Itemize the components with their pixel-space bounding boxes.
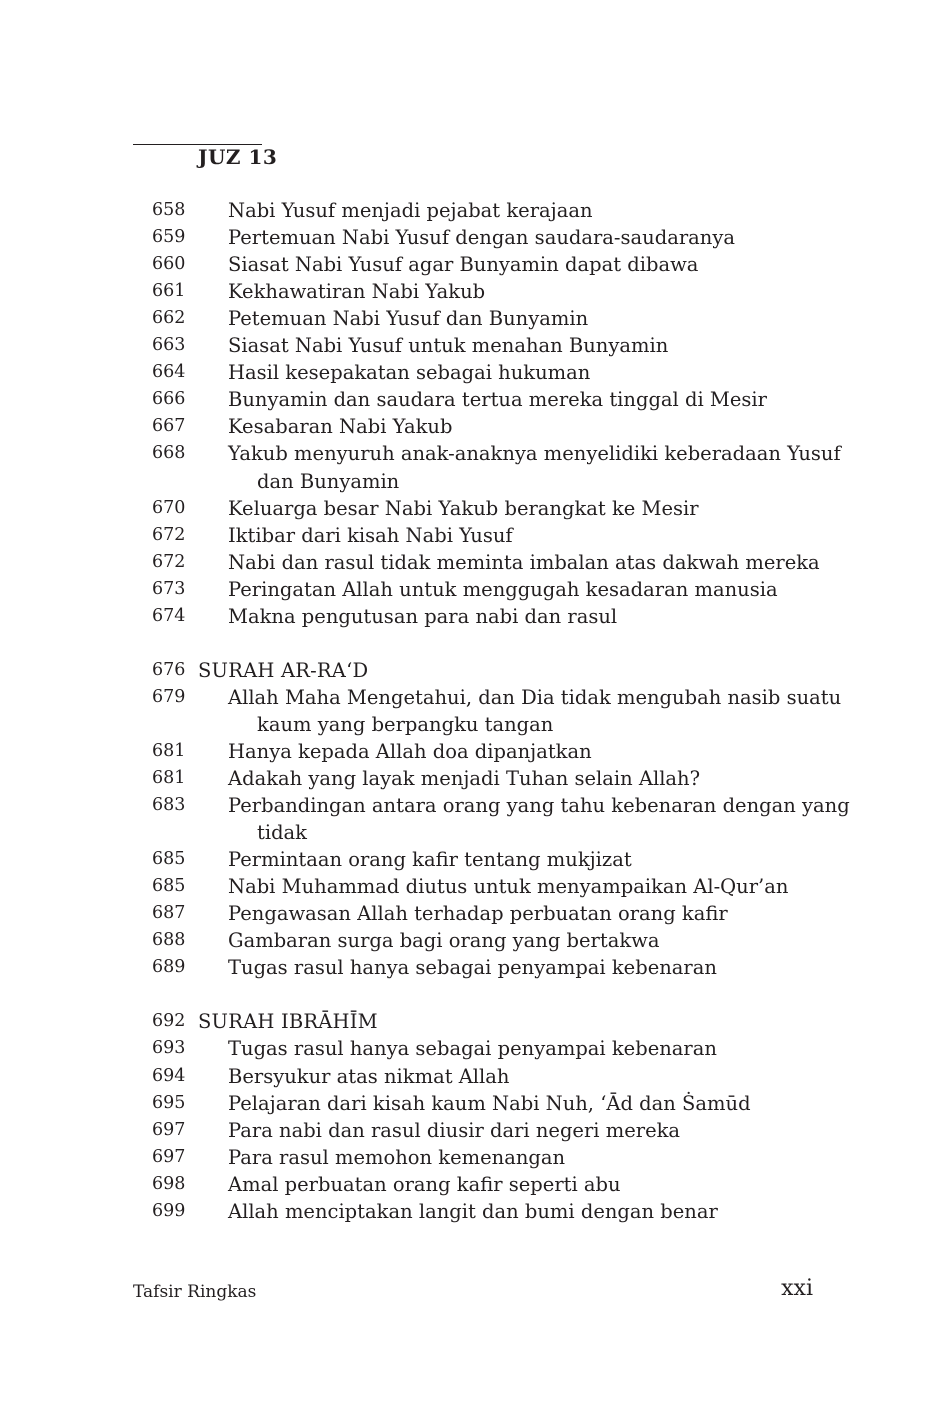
juz-heading: JUZ 13 xyxy=(198,145,278,169)
toc-entry xyxy=(0,1144,946,1171)
entry-title-continuation: tidak xyxy=(257,821,307,845)
entry-page-number: 695 xyxy=(152,1092,186,1113)
entry-title: Bersyukur atas nikmat Allah xyxy=(228,1064,510,1088)
entry-page-number: 667 xyxy=(152,416,186,437)
entry-title: Para rasul memohon kemenangan xyxy=(228,1145,566,1169)
entry-page-number: 659 xyxy=(152,227,186,248)
entry-title: Nabi dan rasul tidak meminta imbalan atas dakwah mereka xyxy=(228,550,820,574)
entry-title: Peringatan Allah untuk menggugah kesadaran manusia xyxy=(228,577,778,601)
toc-entry xyxy=(0,576,946,603)
entry-title-continuation: dan Bunyamin xyxy=(257,469,400,493)
entry-title-continuation: kaum yang berpangku tangan xyxy=(257,712,554,736)
entry-page-number: 692 xyxy=(152,1011,186,1032)
entry-page-number: 694 xyxy=(152,1065,186,1086)
entry-page-number: 681 xyxy=(152,740,186,761)
toc-entry xyxy=(0,765,946,792)
entry-page-number: 687 xyxy=(152,903,186,924)
section-heading-row xyxy=(0,657,946,684)
entry-title: Hanya kepada Allah doa dipanjatkan xyxy=(228,739,592,763)
entry-page-number: 666 xyxy=(152,389,186,410)
entry-title: Makna pengutusan para nabi dan rasul xyxy=(228,604,618,628)
entry-title: Pelajaran dari kisah kaum Nabi Nuh, ‘Ād dan Ṡamūd xyxy=(228,1091,751,1115)
section-title: SURAH AR-RA‘D xyxy=(198,658,369,682)
entry-page-number: 672 xyxy=(152,551,186,572)
toc-entry xyxy=(0,522,946,549)
entry-title: Bunyamin dan saudara tertua mereka tinggal di Mesir xyxy=(228,388,767,412)
entry-title: Kesabaran Nabi Yakub xyxy=(228,415,453,439)
entry-page-number: 663 xyxy=(152,335,186,356)
entry-title: Pertemuan Nabi Yusuf dengan saudara-saudaranya xyxy=(228,226,735,250)
toc-entry xyxy=(0,549,946,576)
toc-entry xyxy=(0,846,946,873)
entry-page-number: 672 xyxy=(152,524,186,545)
entry-page-number: 697 xyxy=(152,1119,186,1140)
toc-entry xyxy=(0,684,946,711)
entry-title: Allah Maha Mengetahui, dan Dia tidak mengubah nasib suatu xyxy=(228,685,842,709)
section-heading-row xyxy=(0,1008,946,1035)
toc-entry xyxy=(0,251,946,278)
toc-entry xyxy=(0,792,946,819)
toc-entry xyxy=(0,224,946,251)
entry-page-number: 660 xyxy=(152,254,186,275)
entry-title: Nabi Yusuf menjadi pejabat kerajaan xyxy=(228,199,593,222)
toc-entry xyxy=(0,359,946,386)
footer-book-title: Tafsir Ringkas xyxy=(133,1282,257,1302)
footer-page-number: xxi xyxy=(781,1276,813,1301)
entry-page-number: 658 xyxy=(152,200,186,220)
toc-entry xyxy=(0,954,946,981)
entry-page-number: 674 xyxy=(152,605,186,626)
entry-page-number: 689 xyxy=(152,957,186,978)
entry-title: Siasat Nabi Yusuf agar Bunyamin dapat dibawa xyxy=(228,253,699,277)
entry-title: Permintaan orang kafir tentang mukjizat xyxy=(228,848,632,872)
entry-title: Tugas rasul hanya sebagai penyampai kebenaran xyxy=(228,1037,717,1061)
entry-page-number: 664 xyxy=(152,362,186,383)
toc-entry xyxy=(0,927,946,954)
entry-title: Allah menciptakan langit dan bumi dengan benar xyxy=(228,1199,718,1223)
entry-title: Tugas rasul hanya sebagai penyampai kebenaran xyxy=(228,956,717,980)
entry-page-number: 698 xyxy=(152,1173,186,1194)
entry-title: Nabi Muhammad diutus untuk menyampaikan Al-Qur’an xyxy=(228,875,789,899)
entry-title: Siasat Nabi Yusuf untuk menahan Bunyamin xyxy=(228,334,669,358)
section-title: SURAH IBRĀHĪM xyxy=(198,1010,378,1034)
toc-entry xyxy=(0,305,946,332)
toc-entry xyxy=(0,1063,946,1090)
entry-title: Perbandingan antara orang yang tahu kebenaran dengan yang xyxy=(228,794,850,818)
entry-page-number: 683 xyxy=(152,795,186,816)
toc-entry xyxy=(0,278,946,305)
entry-title: Iktibar dari kisah Nabi Yusuf xyxy=(228,523,513,547)
entry-page-number: 685 xyxy=(152,849,186,870)
entry-page-number: 688 xyxy=(152,930,186,951)
toc-entry xyxy=(0,603,946,630)
toc-entry xyxy=(0,495,946,522)
entry-page-number: 662 xyxy=(152,308,186,329)
entry-title: Gambaran surga bagi orang yang bertakwa xyxy=(228,929,660,953)
entry-page-number: 681 xyxy=(152,768,186,788)
entry-page-number: 693 xyxy=(152,1038,186,1059)
toc-entry xyxy=(0,1035,946,1062)
toc-entry xyxy=(0,900,946,927)
entry-page-number: 668 xyxy=(152,443,186,464)
toc-entry xyxy=(0,1117,946,1144)
toc-entry xyxy=(0,386,946,413)
toc-entry xyxy=(0,440,946,467)
entry-page-number: 697 xyxy=(152,1146,186,1167)
entry-title: Keluarga besar Nabi Yakub berangkat ke Mesir xyxy=(228,496,699,520)
entry-page-number: 673 xyxy=(152,578,186,599)
toc-entry xyxy=(0,332,946,359)
entry-page-number: 699 xyxy=(152,1200,186,1221)
toc-entry xyxy=(0,1090,946,1117)
toc-entry-continuation xyxy=(0,468,946,495)
entry-page-number: 670 xyxy=(152,497,186,518)
entry-page-number: 679 xyxy=(152,686,186,707)
toc-entry xyxy=(0,738,946,765)
toc-entry xyxy=(0,873,946,900)
toc-entry xyxy=(0,1198,946,1225)
entry-title: Hasil kesepakatan sebagai hukuman xyxy=(228,361,591,385)
entry-title: Pengawasan Allah terhadap perbuatan orang kafir xyxy=(228,902,728,926)
entry-title: Kekhawatiran Nabi Yakub xyxy=(228,280,486,304)
toc-entry-continuation xyxy=(0,711,946,738)
entry-page-number: 661 xyxy=(152,281,186,302)
toc-entry xyxy=(0,413,946,440)
entry-page-number: 676 xyxy=(152,659,186,680)
toc-entry xyxy=(0,1171,946,1198)
toc-entry xyxy=(0,197,946,224)
toc-entry-continuation xyxy=(0,819,946,846)
entry-title: Petemuan Nabi Yusuf dan Bunyamin xyxy=(228,307,589,331)
entry-title: Amal perbuatan orang kafir seperti abu xyxy=(228,1172,621,1196)
entry-title: Adakah yang layak menjadi Tuhan selain Allah? xyxy=(228,767,701,790)
entry-page-number: 685 xyxy=(152,876,186,897)
entry-title: Yakub menyuruh anak-anaknya menyelidiki keberadaan Yusuf xyxy=(228,442,841,466)
entry-title: Para nabi dan rasul diusir dari negeri mereka xyxy=(228,1118,681,1142)
